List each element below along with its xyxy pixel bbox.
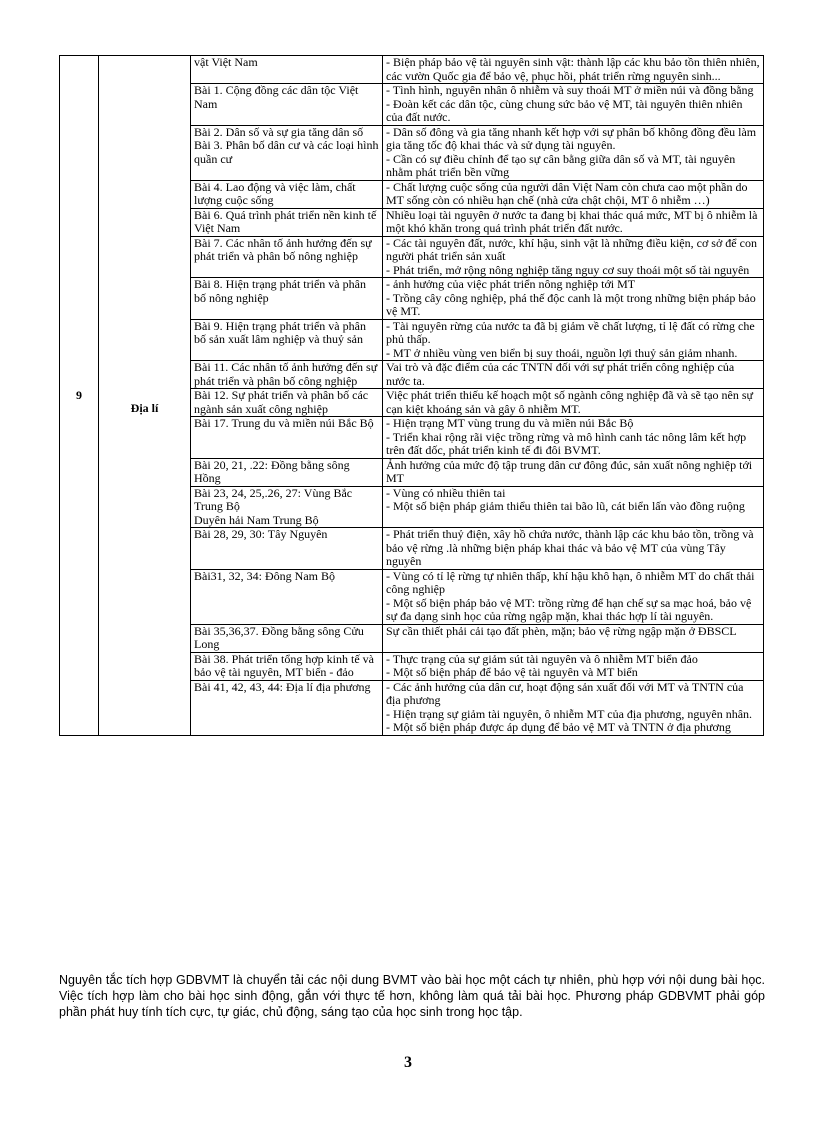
- lesson-cell: [191, 624, 383, 652]
- lesson-text: Bài 41, 42, 43, 44: Địa lí địa phương: [194, 679, 371, 694]
- content-cell: [383, 528, 764, 570]
- content-cell: [383, 486, 764, 528]
- content-text: - MT ở nhiều vùng ven biển bị suy thoái, nguồn lợi thuỷ sản giảm nhanh.: [386, 345, 738, 360]
- content-cell: [383, 624, 764, 652]
- lesson-cell: [191, 361, 383, 389]
- lesson-cell: [191, 417, 383, 459]
- content-cell: [383, 125, 764, 180]
- content-text: - Một số biện pháp được áp dụng để bảo vệ MT và TNTN ở địa phương: [386, 720, 731, 734]
- lesson-text: Bài 38. Phát triển tổng hợp kinh tế và bảo vệ tài nguyên, MT biển - đảo: [194, 651, 374, 679]
- lesson-text: Bài 12. Sự phát triển và phân bố các ngành sản xuất công nghiệp: [194, 388, 369, 416]
- content-cell: [383, 680, 764, 735]
- content-text: - Tình hình, nguyên nhân ô nhiễm và suy thoái MT ở miền núi và đồng bằng: [386, 83, 754, 97]
- content-cell: [383, 278, 764, 320]
- content-text: Vai trò và đặc điểm của các TNTN đối với sự phát triển công nghiệp của nước ta.: [386, 360, 735, 388]
- content-cell: [383, 389, 764, 417]
- content-text: - Phát triển thuỷ điện, xây hồ chứa nước, thành lập các khu bảo tồn, trồng và bảo vệ rừng .là những biện pháp khai thác và bảo vệ MT của vùng Tây nguyên: [386, 527, 754, 568]
- lesson-text: Bài 6. Quá trình phát triển nền kinh tế Việt Nam: [194, 207, 377, 235]
- integration-table: [59, 55, 764, 736]
- content-text: - Một số biện pháp bảo vệ MT: trồng rừng để hạn chế sự sa mạc hoá, bảo vệ sự đa dạng sinh học của rừng ngập mặn, khai thác hợp lí tài nguyên.: [386, 595, 752, 623]
- content-text: - Biện pháp bảo vệ tài nguyên sinh vật: thành lập các khu bảo tồn thiên nhiên, các vườn Quốc gia để bảo vệ, phục hồi, phát triển rừng nguyên sinh...: [386, 55, 760, 83]
- lesson-cell: [191, 528, 383, 570]
- content-cell: [383, 319, 764, 361]
- table-row: [60, 56, 764, 84]
- lesson-text: vật Việt Nam: [194, 55, 258, 69]
- lesson-cell: [191, 56, 383, 84]
- content-text: - Triển khai rộng rãi việc trồng rừng và mô hình canh tác nông lâm kết hợp trên đất dốc, phát triển kinh tế đi đôi BVMT.: [386, 429, 747, 457]
- content-text: - Một số biện pháp giảm thiểu thiên tai bão lũ, cát biển lấn vào đồng ruộng: [386, 499, 745, 513]
- content-text: - Thực trạng của sự giảm sút tài nguyên và ô nhiễm MT biển đảo: [386, 651, 698, 666]
- content-text: - Dân số đông và gia tăng nhanh kết hợp với sự phân bố không đồng đều làm gia tăng tốc độ khai thác và sử dụng tài nguyên.: [386, 124, 757, 152]
- content-text: - Các tài nguyên đất, nước, khí hậu, sinh vật là những điều kiện, cơ sở để con người phát triển sản xuất: [386, 235, 757, 263]
- content-text: - Cần có sự điều chỉnh để tạo sự cân bằng giữa dân số và MT, tài nguyên nhằm phát triển bền vững: [386, 151, 736, 179]
- lesson-cell: [191, 569, 383, 624]
- lesson-cell: [191, 458, 383, 486]
- content-cell: [383, 236, 764, 278]
- content-cell: [383, 180, 764, 208]
- content-text: Ảnh hưởng của mức độ tập trung dân cư đông đúc, sản xuất nông nghiệp tới MT: [386, 457, 753, 485]
- lesson-cell: [191, 486, 383, 528]
- content-text: Nhiều loại tài nguyên ở nước ta đang bị khai thác quá mức, MT bị ô nhiễm là một khó khăn trong quá trình phát triển đất nước.: [386, 207, 758, 235]
- content-text: - Hiện trạng sự giảm tài nguyên, ô nhiễm MT của địa phương, nguyên nhân.: [386, 706, 753, 721]
- content-text: Sự cần thiết phải cải tạo đất phèn, mặn; bảo vệ rừng ngập mặn ở ĐBSCL: [386, 623, 737, 638]
- lesson-text: Bài 4. Lao động và việc làm, chất lượng cuộc sống: [194, 179, 356, 207]
- lesson-cell: [191, 208, 383, 236]
- content-cell: [383, 56, 764, 84]
- content-text: - Trồng cây công nghiệp, phá thế độc canh là một trong những biện pháp bảo vệ MT.: [386, 290, 756, 318]
- lesson-text: Bài 8. Hiện trạng phát triển và phân bố nông nghiệp: [194, 277, 366, 305]
- content-cell: [383, 458, 764, 486]
- content-cell: [383, 208, 764, 236]
- content-text: - Vùng có nhiều thiên tai: [386, 485, 506, 500]
- lesson-text: Bài 9. Hiện trạng phát triển và phân bố sản xuất lâm nghiệp và thuỷ sản: [194, 318, 366, 346]
- content-text: - Đoàn kết các dân tộc, cùng chung sức bảo vệ MT, tài nguyên thiên nhiên của đất nước.: [386, 96, 743, 124]
- lesson-cell: [191, 652, 383, 680]
- lesson-cell: [191, 389, 383, 417]
- content-cell: [383, 84, 764, 126]
- lesson-text: Bài 11. Các nhân tố ảnh hưởng đến sự phát triển và phân bố công nghiệp: [194, 360, 378, 388]
- lesson-text: Bài 23, 24, 25,.26, 27: Vùng Bắc Trung Bộ: [194, 485, 353, 513]
- content-text: - Tài nguyên rừng của nước ta đã bị giảm về chất lượng, tỉ lệ đất có rừng che phủ thấp.: [386, 318, 755, 346]
- table-row: [60, 84, 764, 126]
- subject-cell: Địa lí: [99, 84, 191, 736]
- lesson-text: Bài 35,36,37. Đồng bằng sông Cửu Long: [194, 623, 364, 651]
- subject-cell-top: [99, 56, 191, 84]
- content-cell: [383, 417, 764, 459]
- lesson-cell: [191, 180, 383, 208]
- content-text: - ảnh hưởng của việc phát triển nông nghiệp tới MT: [386, 277, 636, 291]
- content-cell: [383, 361, 764, 389]
- lesson-cell: [191, 319, 383, 361]
- content-text: - Phát triển, mở rộng nông nghiệp tăng nguy cơ suy thoái một số tài nguyên: [386, 262, 750, 277]
- content-text: Việc phát triển thiếu kế hoạch một số ngành công nghiệp đã và sẽ tạo nên sự cạn kiệt khoáng sản và gây ô nhiễm MT.: [386, 388, 754, 416]
- lesson-cell: [191, 236, 383, 278]
- lesson-text: Bài 3. Phân bố dân cư và các loại hình quần cư: [194, 138, 379, 166]
- lesson-text: Bài31, 32, 34: Đông Nam Bộ: [194, 568, 335, 583]
- lesson-text: Bài 28, 29, 30: Tây Nguyên: [194, 527, 328, 541]
- content-text: - Chất lượng cuộc sống của người dân Việt Nam còn chưa cao một phần do MT sống còn có nhiều hạn chế (nhà cửa chật chội, MT ô nhiễm …): [386, 179, 748, 207]
- lesson-text: Duyên hải Nam Trung Bộ: [194, 512, 319, 527]
- lesson-text: Bài 17. Trung du và miền núi Bắc Bộ: [194, 416, 374, 430]
- content-text: - Một số biện pháp để bảo vệ tài nguyên và MT biển: [386, 665, 638, 679]
- content-text: - Các ảnh hưởng của dân cư, hoạt động sản xuất đối với MT và TNTN của địa phương: [386, 679, 744, 707]
- integration-note: Nguyên tắc tích hợp GDBVMT là chuyển tải các nội dung BVMT vào bài học một cách tự nhiên, phù hợp với nội dung bài học. Việc tích hợp làm cho bài học sinh động, gắn với thực tế hơn, không làm quá tải bài học. Phương pháp GDBVMT phải góp phần phát huy tính tích cực, tự giác, chủ động, sáng tạo của học sinh trong học tập.: [59, 973, 765, 1019]
- lesson-cell: [191, 84, 383, 126]
- grade-cell: 9: [60, 56, 99, 736]
- content-cell: [383, 569, 764, 624]
- page-number: 3: [404, 1054, 412, 1071]
- lesson-text: Bài 2. Dân số và sự gia tăng dân số: [194, 124, 364, 139]
- lesson-text: Bài 7. Các nhân tố ảnh hưởng đến sự phát triển và phân bố nông nghiệp: [194, 235, 372, 263]
- content-cell: [383, 652, 764, 680]
- content-text: - Hiện trạng MT vùng trung du và miền núi Bắc Bộ: [386, 416, 634, 430]
- lesson-text: Bài 20, 21, .22: Đồng bằng sông Hồng: [194, 457, 350, 485]
- lesson-text: Bài 1. Cộng đồng các dân tộc Việt Nam: [194, 83, 359, 111]
- lesson-cell: [191, 278, 383, 320]
- content-text: - Vùng có tỉ lệ rừng tự nhiên thấp, khí hậu khô hạn, ô nhiễm MT do chất thải công nghiệp: [386, 568, 755, 596]
- lesson-cell: [191, 125, 383, 180]
- lesson-cell: [191, 680, 383, 735]
